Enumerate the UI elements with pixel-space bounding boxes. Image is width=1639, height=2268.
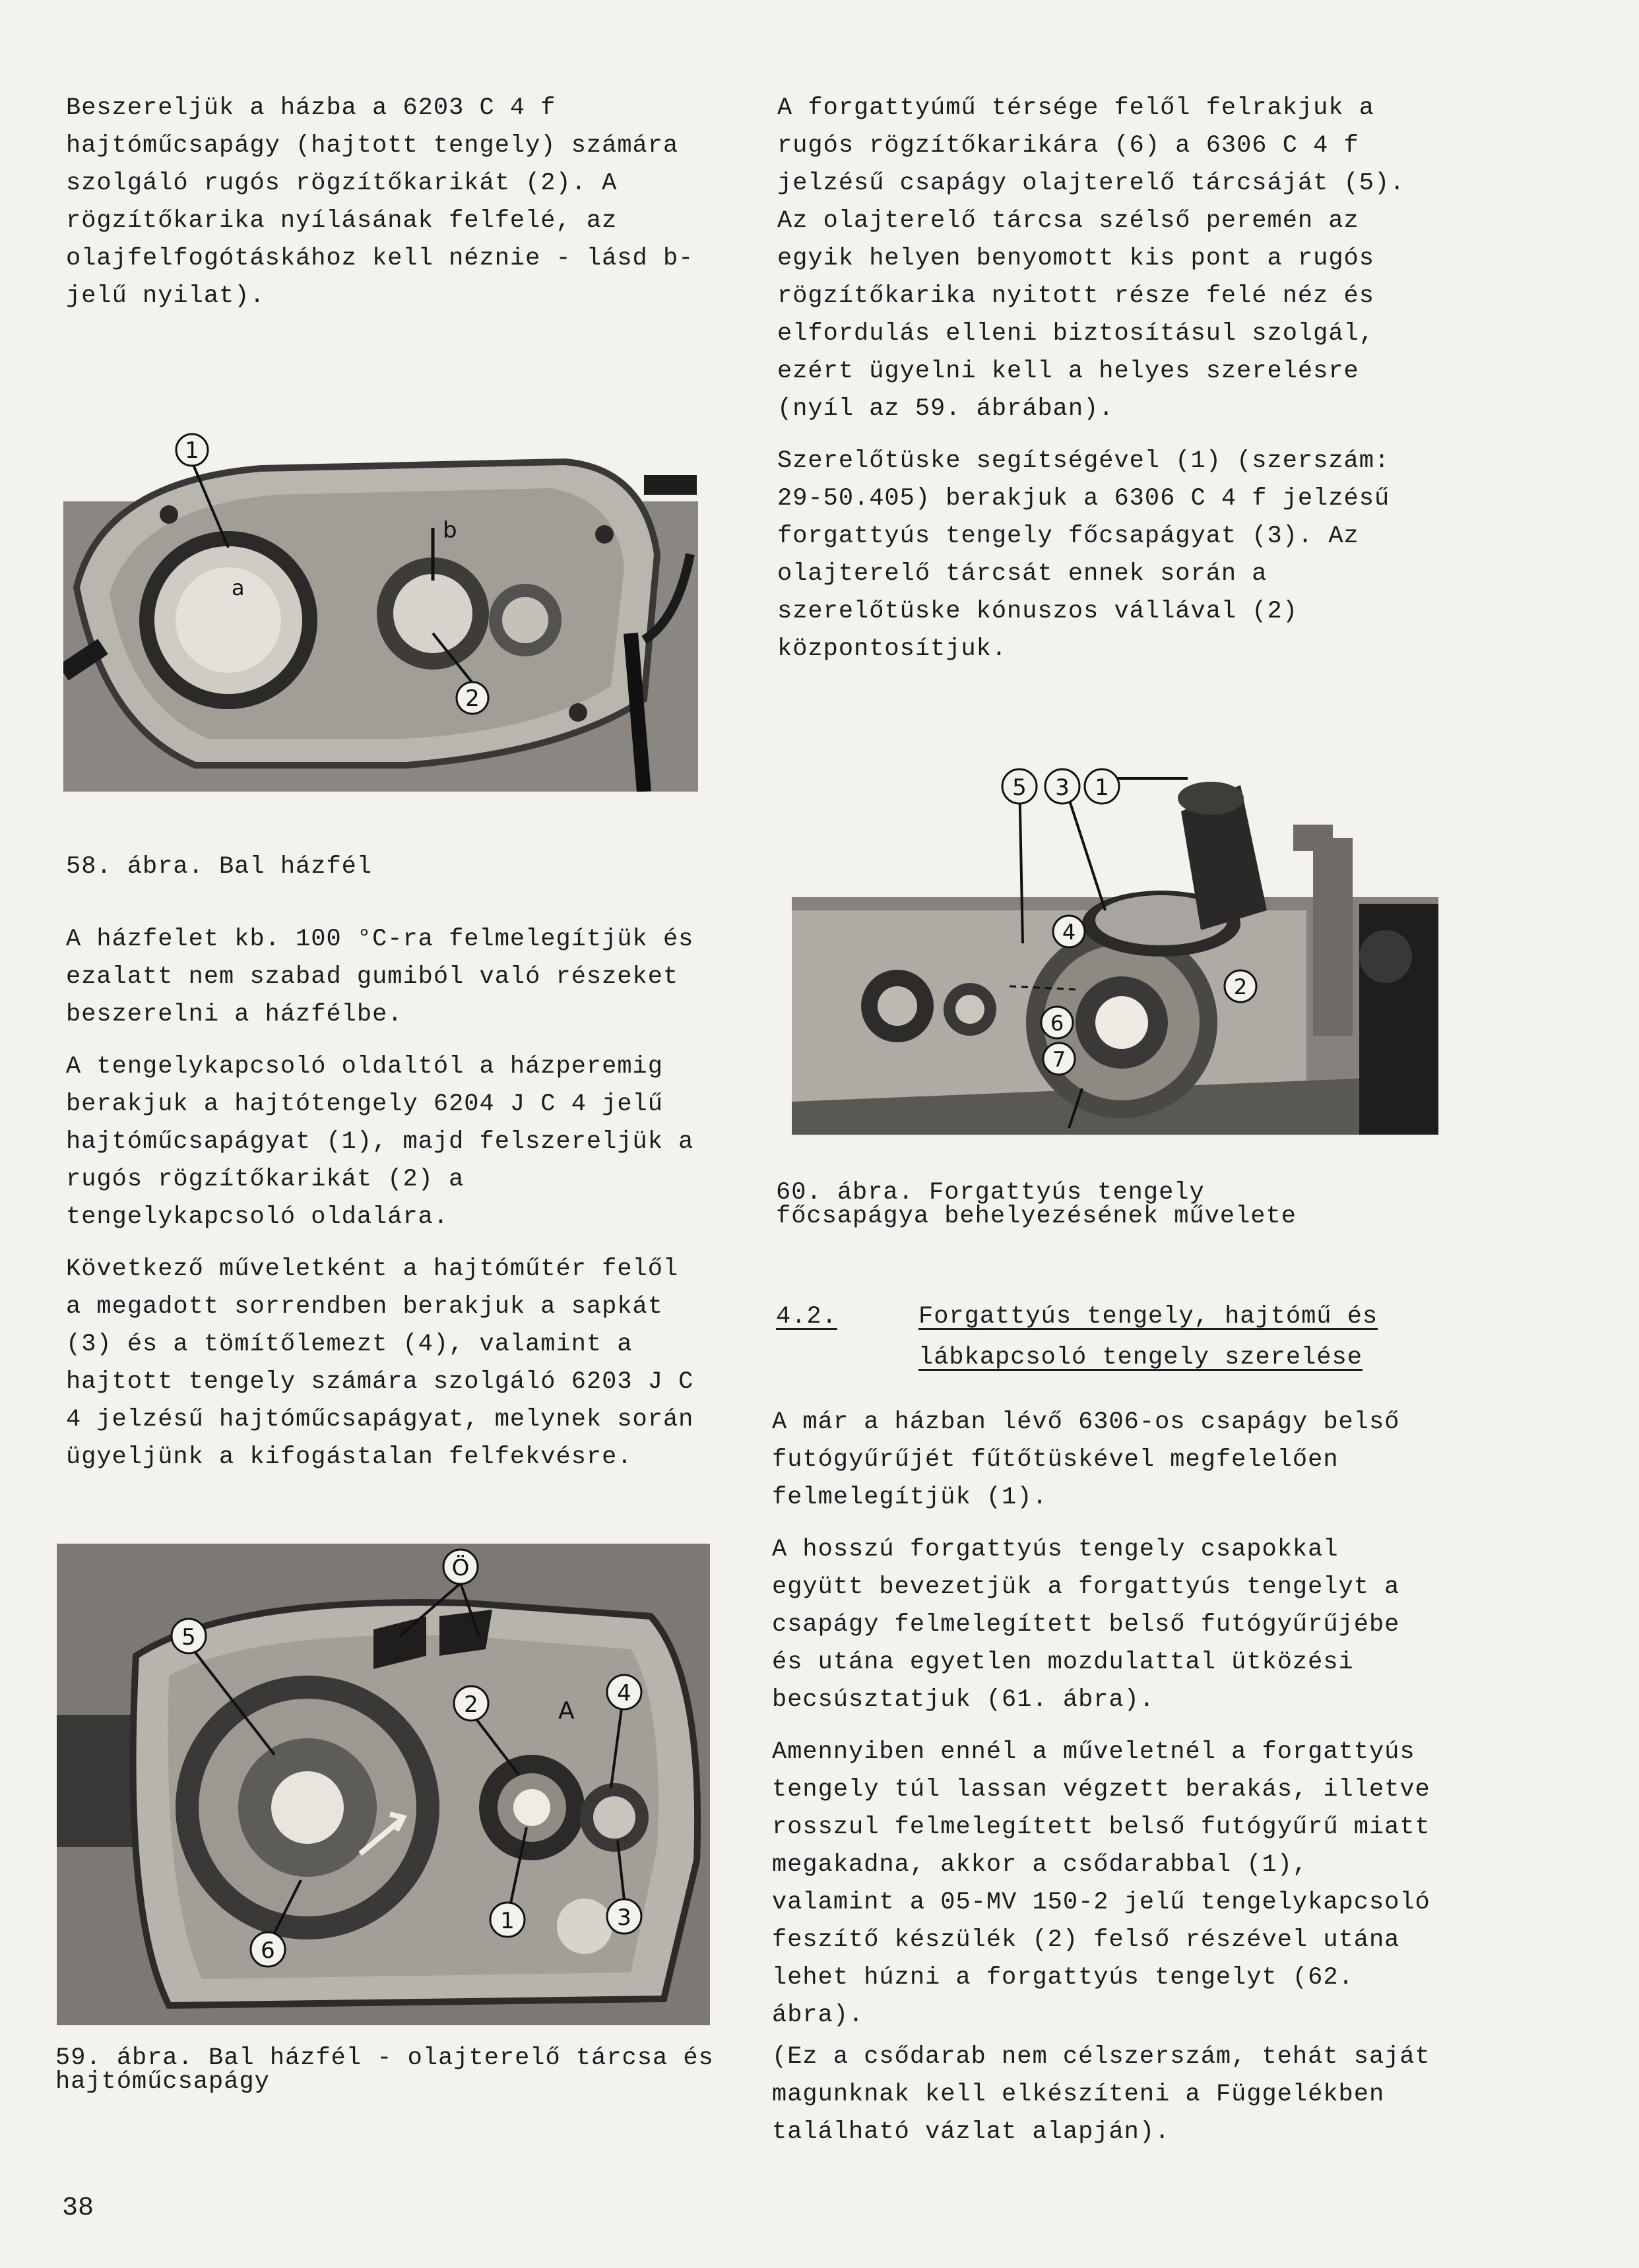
fig60-label-6: 6: [1050, 1011, 1064, 1036]
right-para-3: A már a házban lévő 6306-os csapágy belső futógyűrűjét fűtőtüskével megfelelően felmelegítjük (1).: [772, 1408, 1400, 1511]
fig60-label-1: 1: [1095, 774, 1109, 801]
right-text-block-bottom: [772, 1404, 1432, 2166]
figure-58-caption: 58. ábra. Bal házfél: [66, 853, 373, 881]
section-number: 4.2.: [776, 1303, 837, 1331]
fig58-label-1: 1: [185, 437, 199, 464]
fig58-label-b: b: [443, 517, 457, 544]
right-text-block-top: [777, 90, 1430, 683]
figure-58-photo: [63, 422, 698, 792]
left-para-1: Beszereljük a házba a 6203 C 4 f hajtóműcsapágy (hajtott tengely) számára szolgáló rugós rögzítőkarikát (2). A rögzítőkarika nyílásának felfelé, az olajfelfogótáskához kell néznie - lásd b-jelű nyilat).: [66, 94, 694, 310]
left-text-block: [66, 921, 699, 1491]
fig60-label-7: 7: [1052, 1047, 1066, 1072]
section-title-line-1: Forgattyús tengely, hajtómű és: [918, 1303, 1378, 1331]
left-para-2: A házfelet kb. 100 °C-ra felmelegítjük és ezalatt nem szabad gumiból való részeket beszerelni a házfélbe.: [66, 926, 694, 1028]
page-number: 38: [62, 2193, 94, 2223]
right-para-1: A forgattyúmű térsége felől felrakjuk a rugós rögzítőkarikára (6) a 6306 C 4 f jelzésű csapágy olajterelő tárcsáját (5). Az olajterelő tárcsa szélső peremén az egyik helyen benyomott kis pont a rugós rögzítőkarika nyitott része felé néz és elfordulás elleni biztosításul szolgál, ezért ügyelni kell a helyes szerelésre (nyíl az 59. ábrában).: [777, 94, 1405, 423]
fig60-label-5: 5: [1012, 774, 1027, 801]
fig60-label-4: 4: [1062, 920, 1076, 945]
right-para-4: A hosszú forgattyús tengely csapokkal együtt bevezetjük a forgattyús tengelyt a csapágy felmelegített belső futógyűrűjébe és utána egyetlen mozdulattal ütközési becsúsztatjuk (61. ábra).: [772, 1536, 1400, 1714]
figure-60-caption: 60. ábra. Forgattyús tengely főcsapágya behelyezésének művelete: [776, 1179, 1297, 1230]
fig59-label-o: Ö: [451, 1555, 470, 1581]
fig60-label-2: 2: [1233, 974, 1248, 999]
fig59-label-2: 2: [464, 1691, 478, 1718]
fig59-label-1: 1: [500, 1908, 515, 1934]
fig60-label-3: 3: [1055, 774, 1070, 801]
left-para-4: Következő műveletként a hajtóműtér felől a megadott sorrendben berakjuk a sapkát (3) és a tömítőlemezt (4), valamint a hajtott tengely számára szolgáló 6203 J C 4 jelzésű hajtóműcsapágyat, melynek során ügyeljünk a kifogástalan felfekvésre.: [66, 1255, 694, 1471]
fig58-label-2: 2: [465, 685, 480, 712]
fig59-label-3: 3: [617, 1905, 631, 1931]
fig59-label-4: 4: [617, 1680, 631, 1707]
right-para-2: Szerelőtüske segítségével (1) (szerszám: 29-50.405) berakjuk a 6306 C 4 f jelzésű forgattyús tengely főcsapágyat (3). Az olajterelő tárcsát ennek során a szerelőtüske kónuszos vállával (2) központosítjuk.: [777, 447, 1390, 663]
right-para-5: Amennyiben ennél a műveletnél a forgattyús tengely túl lassan végzett berakás, illetve rosszul felmelegített belső futógyűrű miatt megakadna, akkor a csődarabbal (1), valamint a 05-MV 150-2 jelű tengelykapcsoló feszítő készülék (2) felső részével utána lehet húzni a forgattyús tengelyt (62. ábra).: [772, 1738, 1430, 2029]
fig59-label-A: A: [558, 1697, 575, 1724]
fig59-label-5: 5: [181, 1624, 196, 1651]
right-para-6: (Ez a csődarab nem célszerszám, tehát saját magunknak kell elkészíteni a Függelékben található vázlat alapján).: [772, 2043, 1430, 2146]
section-title-line-2: lábkapcsoló tengely szerelése: [918, 1344, 1363, 1371]
figure-59-caption: 59. ábra. Bal házfél - olajterelő tárcsa és hajtóműcsapágy: [55, 2044, 714, 2096]
fig58-label-a: a: [232, 575, 245, 600]
left-para-3: A tengelykapcsoló oldaltól a házperemig berakjuk a hajtótengely 6204 J C 4 jelű hajtóműcsapágyat (1), majd felszereljük a rugós rögzítőkarikát (2) a tengelykapcsoló oldalára.: [66, 1053, 694, 1231]
figure-59-photo: [57, 1544, 710, 2025]
figure-60-photo: [792, 759, 1438, 1135]
fig59-label-6: 6: [261, 1937, 275, 1964]
